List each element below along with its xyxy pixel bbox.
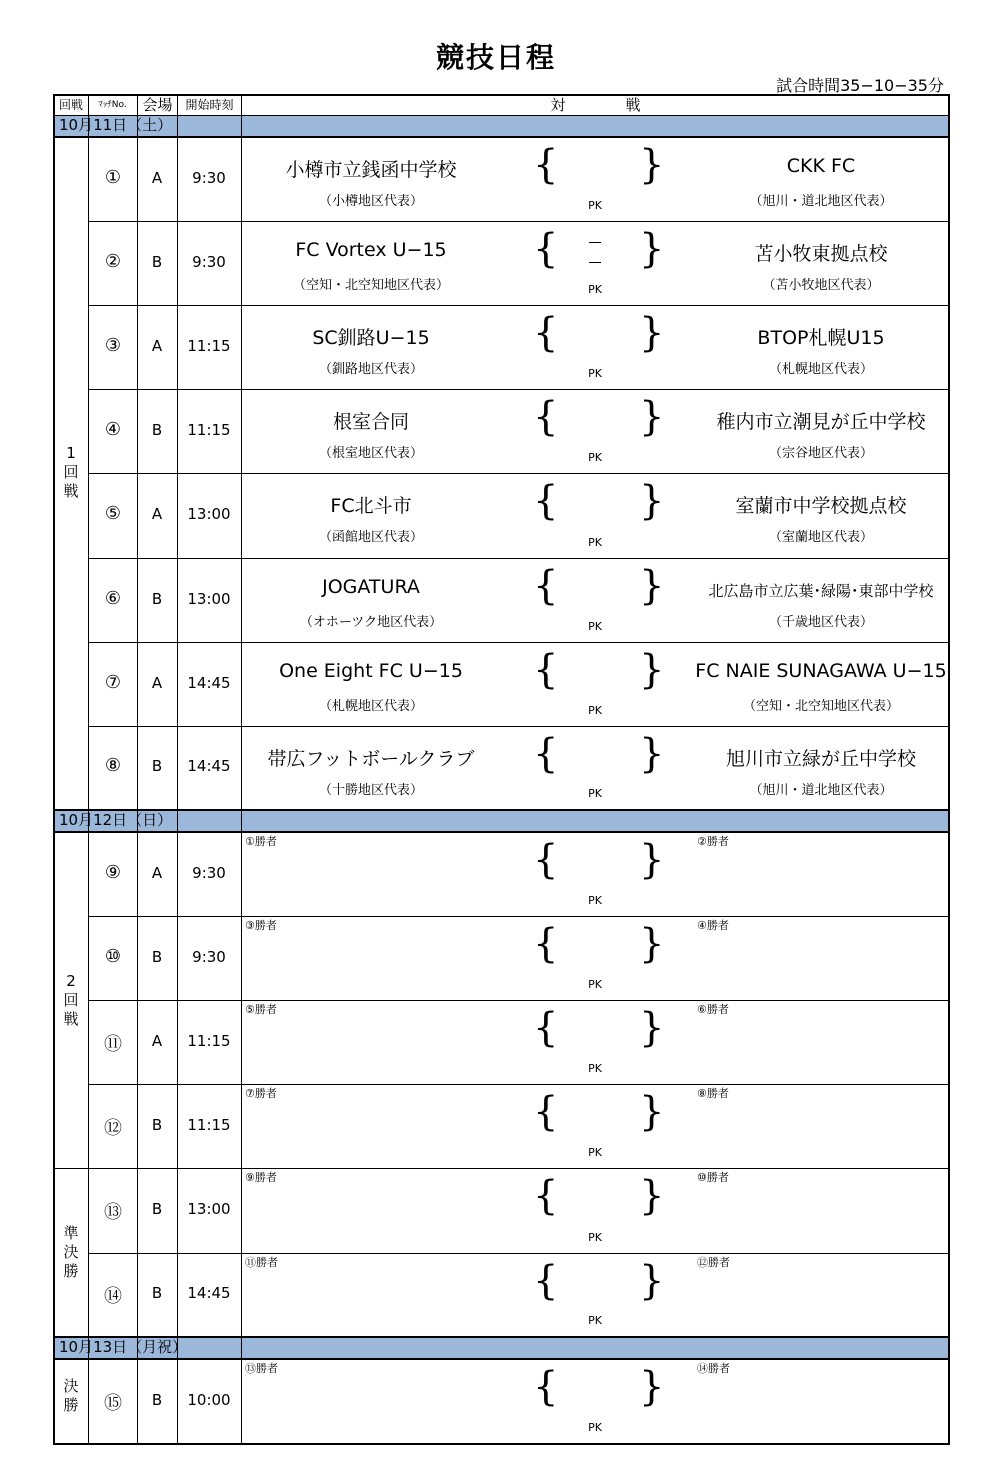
match-start-time: 10:00	[187, 1391, 231, 1409]
match-number: ⑬	[104, 1202, 122, 1224]
match-number: ②	[104, 251, 122, 273]
away-team-region: （千歳地区代表）	[768, 614, 873, 630]
bracket-open-icon: {	[533, 1173, 559, 1220]
home-winner-label: ⑦勝者	[245, 1087, 277, 1101]
pk-label: PK	[588, 1062, 602, 1076]
match-start-time: 14:45	[187, 1284, 231, 1303]
header-round: 回戦	[58, 98, 83, 112]
match-start-time: 9:30	[192, 253, 226, 272]
away-winner-label: ⑭勝者	[697, 1362, 730, 1375]
rule	[53, 1358, 950, 1360]
row-rule	[88, 1000, 950, 1001]
header-match-no: ﾏｯﾁNo.	[98, 100, 127, 110]
bracket-close-icon: }	[639, 1089, 665, 1136]
round-label-semifinal: 準 決 勝	[63, 1224, 79, 1280]
home-team-name: 根室合同	[332, 411, 409, 434]
bracket-close-icon: }	[639, 1173, 665, 1220]
row-rule	[53, 1168, 950, 1169]
bracket-open-icon: {	[533, 310, 559, 357]
home-team-name: One Eight FC U−15	[279, 659, 463, 682]
bracket-close-icon: }	[639, 646, 665, 693]
row-rule	[88, 726, 950, 727]
home-team-region: （根室地区代表）	[318, 446, 423, 462]
row-rule	[88, 1253, 950, 1254]
away-team-name: CKK FC	[786, 155, 856, 177]
match-venue: B	[151, 1284, 163, 1303]
home-team-name: 小樽市立銭函中学校	[285, 159, 457, 181]
home-team-region: （空知・北空知地区代表）	[292, 278, 449, 294]
away-winner-label: ④勝者	[697, 919, 729, 933]
pk-label: PK	[588, 199, 602, 213]
home-winner-label: ③勝者	[245, 919, 277, 933]
away-winner-label: ⑥勝者	[697, 1003, 729, 1017]
match-venue: B	[151, 757, 163, 776]
rule	[53, 136, 950, 138]
bracket-close-icon: }	[639, 226, 665, 273]
home-team-name: 帯広フットボールクラブ	[267, 747, 475, 770]
match-number: ⑦	[104, 671, 122, 693]
date-band-day3	[55, 1338, 948, 1358]
match-venue: B	[151, 1200, 163, 1219]
home-winner-label: ⑨勝者	[245, 1171, 277, 1185]
column-rule	[177, 96, 178, 1443]
away-team-name: 北広島市立広葉･緑陽･東部中学校	[708, 581, 934, 600]
match-venue: B	[151, 948, 163, 967]
away-team-region: （室蘭地区代表）	[768, 530, 873, 546]
match-start-time: 13:00	[187, 505, 231, 524]
column-rule	[137, 96, 138, 1443]
home-team-region: （小樽地区代表）	[318, 194, 423, 209]
bracket-close-icon: }	[639, 730, 665, 777]
home-team-name: FC Vortex U−15	[295, 239, 447, 262]
bracket-open-icon: {	[533, 1005, 559, 1052]
pk-label: PK	[588, 978, 602, 992]
bracket-open-icon: {	[533, 646, 559, 693]
date-label-day2: 10月12日（日）	[59, 811, 173, 829]
bracket-open-icon: {	[533, 142, 559, 188]
pk-label: PK	[588, 1421, 602, 1434]
bracket-open-icon: {	[533, 1257, 559, 1304]
pk-label: PK	[588, 1146, 602, 1160]
bracket-close-icon: }	[639, 837, 665, 883]
away-team-region: （宗谷地区代表）	[768, 446, 873, 462]
round-label-final: 決 勝	[63, 1377, 79, 1414]
match-venue: A	[151, 169, 163, 188]
row-rule	[88, 1084, 950, 1085]
home-winner-label: ⑪勝者	[245, 1255, 278, 1269]
score-dash	[589, 262, 601, 263]
pk-label: PK	[588, 367, 602, 381]
home-winner-label: ⑬勝者	[245, 1362, 278, 1375]
away-team-name: 稚内市立潮見が丘中学校	[716, 411, 926, 434]
bracket-open-icon: {	[533, 837, 559, 883]
bracket-close-icon: }	[639, 310, 665, 357]
bracket-open-icon: {	[533, 921, 559, 968]
away-team-name: FC NAIE SUNAGAWA U−15	[695, 659, 947, 682]
match-start-time: 9:30	[192, 948, 226, 967]
round-label-2: 2 回 戦	[63, 972, 79, 1028]
bracket-close-icon: }	[639, 478, 665, 525]
pk-label: PK	[588, 283, 602, 297]
row-rule	[88, 473, 950, 474]
match-venue: B	[151, 421, 163, 440]
match-number: ⑨	[104, 862, 122, 884]
bracket-open-icon: {	[533, 730, 559, 777]
match-start-time: 9:30	[192, 169, 226, 188]
away-team-name: BTOP札幌U15	[757, 327, 885, 350]
away-team-name: 旭川市立緑が丘中学校	[725, 747, 916, 770]
match-number: ⑭	[104, 1286, 122, 1308]
match-number: ③	[104, 335, 122, 357]
page-title: 競技日程	[435, 41, 556, 74]
row-rule	[88, 642, 950, 643]
bracket-open-icon: {	[533, 226, 559, 273]
header-versus-1: 対	[550, 96, 566, 114]
away-team-name: 苫小牧東拠点校	[754, 243, 888, 266]
match-start-time: 13:00	[187, 1200, 231, 1219]
pk-label: PK	[588, 787, 602, 800]
home-winner-label: ⑤勝者	[245, 1003, 277, 1017]
away-winner-label: ⑧勝者	[697, 1087, 729, 1101]
row-rule	[88, 305, 950, 306]
match-duration: 試合時間35−10−35分	[776, 76, 944, 95]
home-team-region: （函館地区代表）	[318, 530, 423, 546]
bracket-close-icon: }	[639, 1005, 665, 1052]
home-team-region: （釧路地区代表）	[318, 362, 423, 378]
bracket-open-icon: {	[533, 394, 559, 441]
match-venue: B	[151, 1116, 163, 1135]
date-label-day1: 10月11日（土）	[59, 116, 173, 134]
match-number: ⑧	[104, 755, 122, 777]
match-number: ⑩	[104, 946, 122, 968]
match-number: ⑮	[104, 1393, 122, 1414]
match-venue: B	[151, 253, 163, 272]
match-start-time: 9:30	[192, 864, 226, 883]
pk-label: PK	[588, 1230, 602, 1244]
match-start-time: 11:15	[187, 1032, 231, 1051]
away-team-region: （旭川・道北地区代表）	[749, 194, 893, 209]
date-band-day2	[55, 811, 948, 831]
match-number: ⑥	[104, 587, 122, 609]
match-venue: B	[151, 589, 163, 608]
round-label-1: 1 回 戦	[63, 444, 79, 500]
schedule-table	[53, 94, 950, 1445]
match-number: ⑪	[104, 1034, 122, 1056]
match-number: ①	[104, 167, 122, 189]
home-team-name: FC北斗市	[330, 495, 412, 518]
date-band-day1	[55, 116, 948, 136]
match-venue: A	[151, 864, 163, 883]
date-label-day3: 10月13日（月祝）	[59, 1338, 188, 1356]
home-team-region: （札幌地区代表）	[318, 698, 423, 714]
bracket-close-icon: }	[639, 921, 665, 968]
away-team-name: 室蘭市中学校拠点校	[735, 495, 907, 518]
score-dash	[589, 242, 601, 243]
header-start-time: 開始時刻	[185, 98, 234, 112]
away-winner-label: ⑫勝者	[697, 1255, 730, 1269]
home-team-region: （十勝地区代表）	[318, 782, 423, 798]
match-number: ⑤	[104, 503, 122, 525]
match-venue: A	[151, 673, 163, 692]
away-team-region: （札幌地区代表）	[768, 362, 873, 378]
home-team-region: （オホーツク地区代表）	[299, 614, 443, 630]
bracket-close-icon: }	[639, 1364, 665, 1410]
bracket-open-icon: {	[533, 478, 559, 525]
bracket-open-icon: {	[533, 1364, 559, 1410]
match-venue: A	[151, 1032, 163, 1051]
column-rule	[241, 96, 242, 1443]
pk-label: PK	[588, 894, 602, 908]
match-start-time: 14:45	[187, 757, 231, 776]
match-number: ⑫	[104, 1118, 122, 1140]
away-team-region: （空知・北空知地区代表）	[742, 698, 899, 714]
home-winner-label: ①勝者	[245, 835, 277, 848]
row-rule	[88, 221, 950, 222]
bracket-open-icon: {	[533, 562, 559, 609]
header-versus-2: 戦	[625, 96, 641, 114]
match-start-time: 13:00	[187, 589, 231, 608]
match-start-time: 11:15	[187, 337, 231, 356]
match-start-time: 11:15	[187, 1116, 231, 1135]
pk-label: PK	[588, 1314, 602, 1327]
rule	[53, 831, 950, 833]
match-venue: A	[151, 505, 163, 524]
home-team-name: SC釧路U−15	[312, 327, 430, 350]
row-rule	[88, 916, 950, 917]
header-venue: 会場	[142, 96, 173, 114]
pk-label: PK	[588, 703, 602, 717]
away-winner-label: ⑩勝者	[697, 1171, 729, 1185]
bracket-close-icon: }	[639, 562, 665, 609]
rule	[53, 809, 950, 811]
match-start-time: 11:15	[187, 421, 231, 440]
away-team-region: （苫小牧地区代表）	[762, 278, 880, 294]
away-team-region: （旭川・道北地区代表）	[749, 782, 893, 798]
bracket-close-icon: }	[639, 394, 665, 441]
match-number: ④	[104, 419, 122, 441]
column-rule	[88, 96, 89, 1443]
match-venue: B	[151, 1391, 163, 1409]
match-start-time: 14:45	[187, 673, 231, 692]
home-team-name: JOGATURA	[322, 575, 420, 598]
match-venue: A	[151, 337, 163, 356]
pk-label: PK	[588, 535, 602, 549]
bracket-open-icon: {	[533, 1089, 559, 1136]
row-rule	[88, 389, 950, 390]
pk-label: PK	[588, 451, 602, 465]
rule	[53, 115, 950, 116]
bracket-close-icon: }	[639, 142, 665, 188]
rule	[53, 1336, 950, 1338]
bracket-close-icon: }	[639, 1257, 665, 1304]
away-winner-label: ②勝者	[697, 835, 729, 848]
row-rule	[88, 558, 950, 559]
pk-label: PK	[588, 619, 602, 633]
